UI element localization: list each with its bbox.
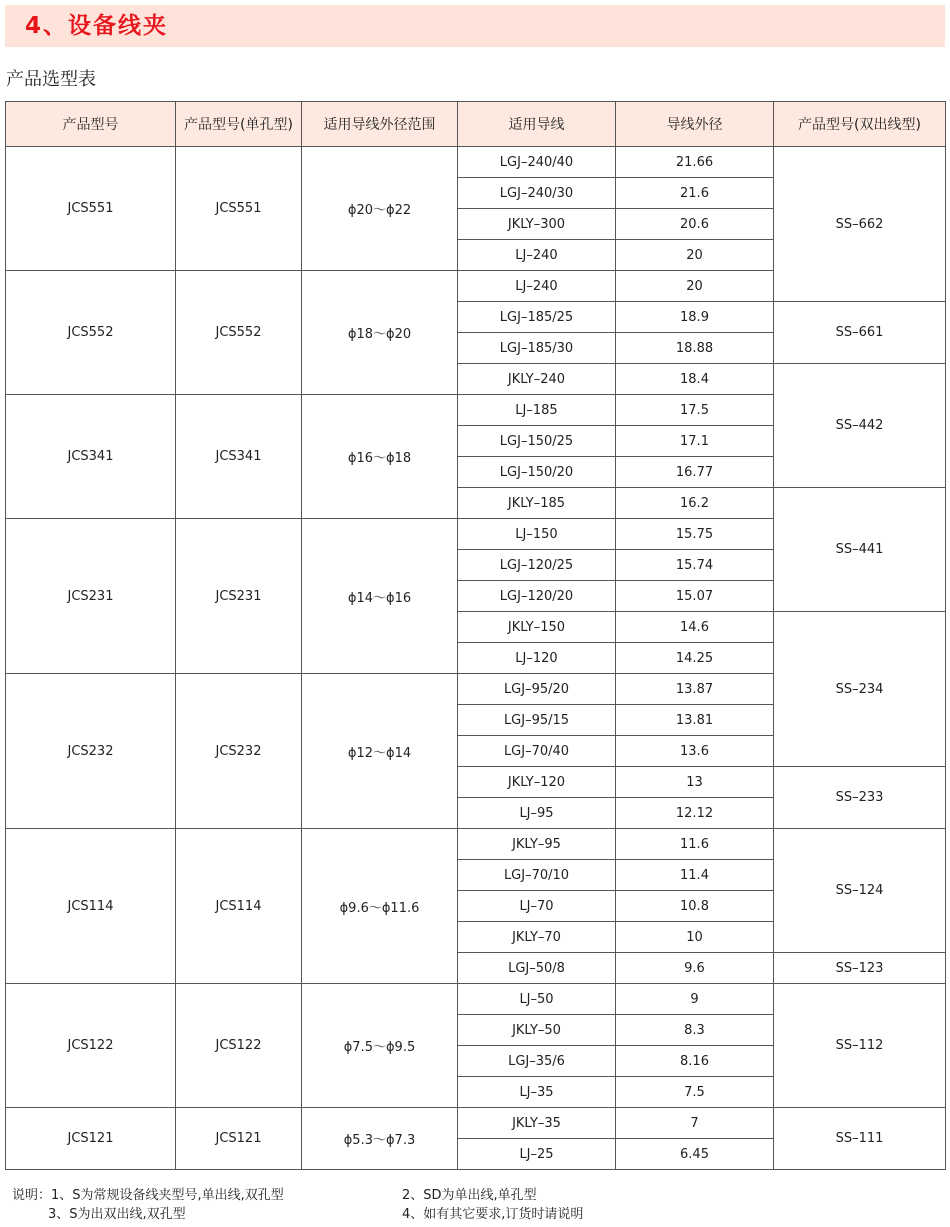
wire-cell: LJ–240	[458, 271, 616, 302]
wire-diameter-cell: 13.81	[616, 705, 774, 736]
wire-cell: LJ–95	[458, 798, 616, 829]
double-outlet-model-cell: SS–442	[774, 364, 946, 488]
wire-cell: LGJ–240/30	[458, 178, 616, 209]
wire-cell: JKLY–300	[458, 209, 616, 240]
wire-cell: LJ–50	[458, 984, 616, 1015]
wire-diameter-cell: 16.77	[616, 457, 774, 488]
header-wire-diameter: 导线外径	[616, 102, 774, 147]
section-banner	[5, 5, 945, 47]
wire-diameter-cell: 13.87	[616, 674, 774, 705]
wire-cell: LJ–240	[458, 240, 616, 271]
single-hole-model-cell: JCS551	[176, 147, 302, 271]
wire-diameter-cell: 9	[616, 984, 774, 1015]
table-title: 产品选型表	[6, 69, 96, 90]
wire-cell: LGJ–185/25	[458, 302, 616, 333]
wire-cell: JKLY–185	[458, 488, 616, 519]
wire-cell: LJ–120	[458, 643, 616, 674]
table-row	[6, 984, 946, 1015]
wire-diameter-cell: 8.3	[616, 1015, 774, 1046]
wire-cell: LGJ–120/20	[458, 581, 616, 612]
wire-cell: JKLY–95	[458, 829, 616, 860]
wire-diameter-cell: 13	[616, 767, 774, 798]
diameter-range-cell: ϕ12～ϕ14	[302, 674, 458, 829]
wire-diameter-cell: 7	[616, 1108, 774, 1139]
diameter-range-cell: ϕ16～ϕ18	[302, 395, 458, 519]
double-outlet-model-cell: SS–661	[774, 302, 946, 364]
note-1: 说明：1、S为常规设备线夹型号,单出线,双孔型	[12, 1188, 284, 1203]
wire-diameter-cell: 20.6	[616, 209, 774, 240]
model-cell: JCS114	[6, 829, 176, 984]
wire-cell: JKLY–120	[458, 767, 616, 798]
single-hole-model-cell: JCS341	[176, 395, 302, 519]
wire-cell: LJ–70	[458, 891, 616, 922]
wire-cell: LGJ–150/20	[458, 457, 616, 488]
wire-diameter-cell: 18.88	[616, 333, 774, 364]
wire-diameter-cell: 8.16	[616, 1046, 774, 1077]
wire-cell: LGJ–150/25	[458, 426, 616, 457]
model-cell: JCS552	[6, 271, 176, 395]
wire-cell: LJ–185	[458, 395, 616, 426]
diameter-range-cell: ϕ18～ϕ20	[302, 271, 458, 395]
wire-cell: JKLY–50	[458, 1015, 616, 1046]
single-hole-model-cell: JCS552	[176, 271, 302, 395]
table-body	[6, 147, 946, 1170]
wire-cell: JKLY–35	[458, 1108, 616, 1139]
wire-cell: LJ–35	[458, 1077, 616, 1108]
header-applicable-wire: 适用导线	[458, 102, 616, 147]
wire-cell: JKLY–150	[458, 612, 616, 643]
model-cell: JCS341	[6, 395, 176, 519]
section-title: 4、设备线夹	[25, 13, 169, 39]
single-hole-model-cell: JCS121	[176, 1108, 302, 1170]
wire-diameter-cell: 15.07	[616, 581, 774, 612]
wire-diameter-cell: 10	[616, 922, 774, 953]
wire-diameter-cell: 21.66	[616, 147, 774, 178]
table-row	[6, 147, 946, 178]
wire-diameter-cell: 7.5	[616, 1077, 774, 1108]
double-outlet-model-cell: SS–441	[774, 488, 946, 612]
wire-cell: LGJ–120/25	[458, 550, 616, 581]
wire-diameter-cell: 18.4	[616, 364, 774, 395]
product-selection-table	[5, 101, 946, 1170]
diameter-range-cell: ϕ9.6～ϕ11.6	[302, 829, 458, 984]
wire-diameter-cell: 15.74	[616, 550, 774, 581]
wire-diameter-cell: 20	[616, 271, 774, 302]
model-cell: JCS122	[6, 984, 176, 1108]
wire-cell: LJ–150	[458, 519, 616, 550]
wire-cell: LGJ–70/40	[458, 736, 616, 767]
double-outlet-model-cell: SS–112	[774, 984, 946, 1108]
wire-cell: LGJ–95/20	[458, 674, 616, 705]
wire-diameter-cell: 17.1	[616, 426, 774, 457]
model-cell: JCS232	[6, 674, 176, 829]
wire-diameter-cell: 13.6	[616, 736, 774, 767]
wire-diameter-cell: 10.8	[616, 891, 774, 922]
wire-cell: LGJ–50/8	[458, 953, 616, 984]
header-product-model: 产品型号	[6, 102, 176, 147]
table-row	[6, 829, 946, 860]
diameter-range-cell: ϕ20～ϕ22	[302, 147, 458, 271]
diameter-range-cell: ϕ14～ϕ16	[302, 519, 458, 674]
wire-cell: LGJ–70/10	[458, 860, 616, 891]
double-outlet-model-cell: SS–123	[774, 953, 946, 984]
note-2: 2、SD为单出线,单孔型	[402, 1188, 537, 1203]
double-outlet-model-cell: SS–124	[774, 829, 946, 953]
double-outlet-model-cell: SS–234	[774, 612, 946, 767]
single-hole-model-cell: JCS232	[176, 674, 302, 829]
table-header-row	[6, 102, 946, 147]
header-diameter-range: 适用导线外径范围	[302, 102, 458, 147]
single-hole-model-cell: JCS231	[176, 519, 302, 674]
wire-cell: JKLY–240	[458, 364, 616, 395]
wire-diameter-cell: 12.12	[616, 798, 774, 829]
table-row	[6, 1108, 946, 1139]
wire-diameter-cell: 9.6	[616, 953, 774, 984]
single-hole-model-cell: JCS114	[176, 829, 302, 984]
wire-cell: JKLY–70	[458, 922, 616, 953]
wire-diameter-cell: 11.6	[616, 829, 774, 860]
header-double-outlet-model: 产品型号(双出线型)	[774, 102, 946, 147]
wire-cell: LJ–25	[458, 1139, 616, 1170]
model-cell: JCS231	[6, 519, 176, 674]
single-hole-model-cell: JCS122	[176, 984, 302, 1108]
wire-diameter-cell: 18.9	[616, 302, 774, 333]
wire-diameter-cell: 20	[616, 240, 774, 271]
header-single-hole-model: 产品型号(单孔型)	[176, 102, 302, 147]
wire-diameter-cell: 17.5	[616, 395, 774, 426]
wire-diameter-cell: 11.4	[616, 860, 774, 891]
wire-cell: LGJ–240/40	[458, 147, 616, 178]
model-cell: JCS551	[6, 147, 176, 271]
wire-diameter-cell: 15.75	[616, 519, 774, 550]
double-outlet-model-cell: SS–662	[774, 147, 946, 302]
wire-diameter-cell: 6.45	[616, 1139, 774, 1170]
diameter-range-cell: ϕ5.3～ϕ7.3	[302, 1108, 458, 1170]
wire-cell: LGJ–95/15	[458, 705, 616, 736]
diameter-range-cell: ϕ7.5～ϕ9.5	[302, 984, 458, 1108]
note-3: 3、S为出双出线,双孔型	[48, 1207, 186, 1222]
wire-cell: LGJ–185/30	[458, 333, 616, 364]
double-outlet-model-cell: SS–111	[774, 1108, 946, 1170]
wire-diameter-cell: 21.6	[616, 178, 774, 209]
double-outlet-model-cell: SS–233	[774, 767, 946, 829]
wire-cell: LGJ–35/6	[458, 1046, 616, 1077]
note-4: 4、如有其它要求,订货时请说明	[402, 1207, 584, 1222]
wire-diameter-cell: 16.2	[616, 488, 774, 519]
wire-diameter-cell: 14.6	[616, 612, 774, 643]
model-cell: JCS121	[6, 1108, 176, 1170]
wire-diameter-cell: 14.25	[616, 643, 774, 674]
